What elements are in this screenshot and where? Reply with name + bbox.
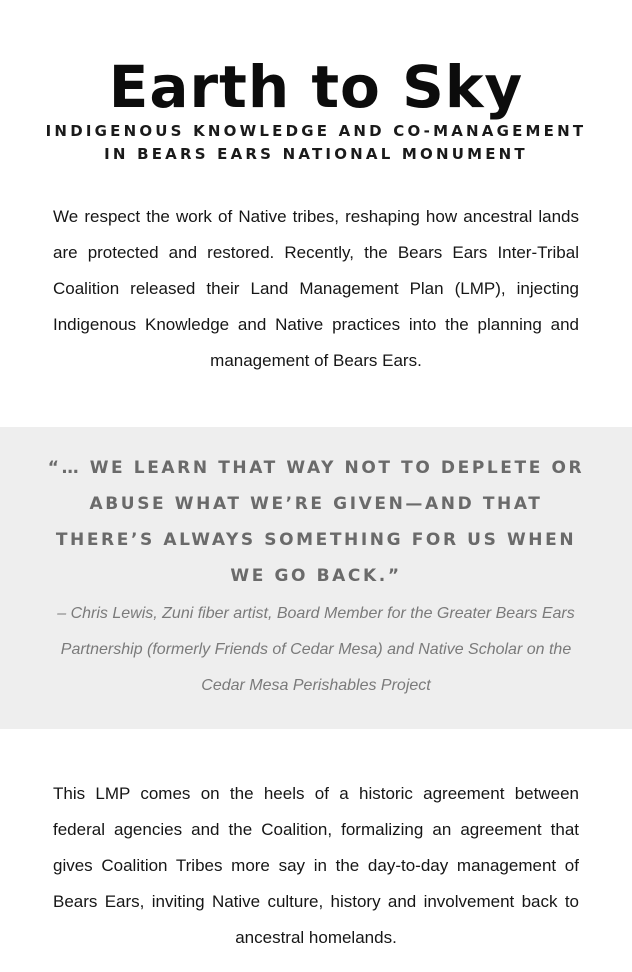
- intro-paragraph: We respect the work of Native tribes, reshaping how ancestral lands are protected and restored. Recently, the Bears Ears Inter-Tribal Coalition released their Land Management Plan (LMP), injecting Indigenous Knowledge and Native practices into the planning and management of Bears Ears.: [53, 207, 579, 370]
- pull-quote: “… WE LEARN THAT WAY NOT TO DEPLETE OR ABUSE WHAT WE’RE GIVEN—AND THAT THERE’S ALWAYS SOMETHING FOR US WHEN WE GO BACK.”: [47, 458, 585, 586]
- subtitle-line-1: INDIGENOUS KNOWLEDGE AND CO-MANAGEMENT: [45, 122, 587, 140]
- closing-paragraph: This LMP comes on the heels of a historic agreement between federal agencies and the Coalition, formalizing an agreement that gives Coalition Tribes more say in the day-to-day management of Bears Ears, inviting Native culture, history and involvement back to ancestral homelands.: [53, 784, 579, 947]
- subtitle-line-2: IN BEARS EARS NATIONAL MONUMENT: [104, 145, 528, 163]
- page-title: Earth to Sky: [108, 52, 524, 121]
- quote-attribution: – Chris Lewis, Zuni fiber artist, Board Member for the Greater Bears Ears Partnership (formerly Friends of Cedar Mesa) and Native Scholar on the Cedar Mesa Perishables Project: [57, 605, 575, 694]
- page-subtitle: [0, 120, 632, 166]
